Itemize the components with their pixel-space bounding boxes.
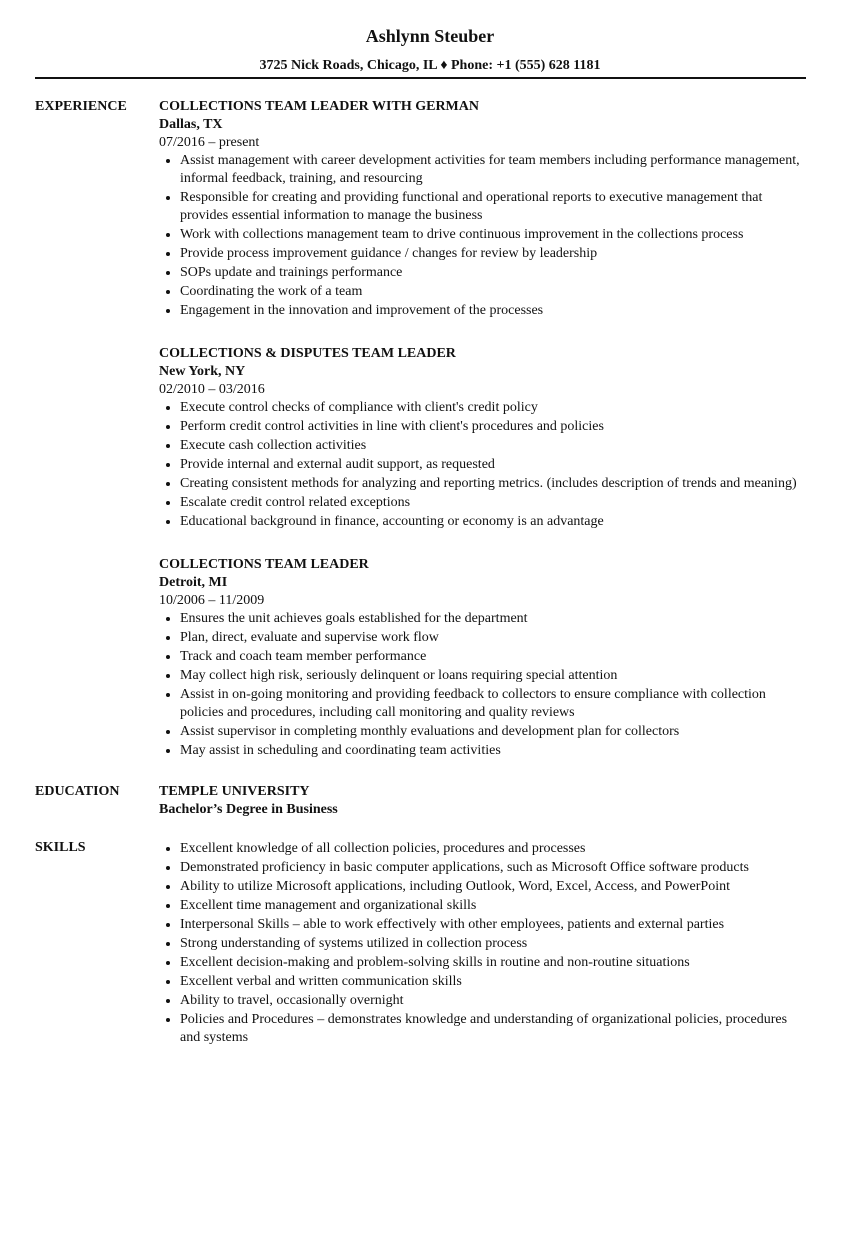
list-item: • Excellent time management and organizational skills — [180, 896, 810, 915]
skills-list — [159, 839, 810, 1047]
list-item: • Work with collections management team to drive continuous improvement in the collections process — [180, 225, 810, 244]
list-item: • Escalate credit control related exceptions — [180, 493, 810, 512]
list-item: • Track and coach team member performance — [180, 647, 810, 666]
candidate-name: Ashlynn Steuber — [365, 26, 495, 46]
list-item: • Excellent verbal and written communication skills — [180, 972, 810, 991]
job-location: Detroit, MI — [159, 575, 228, 590]
list-item: • Interpersonal Skills – able to work effectively with other employees, patients and external parties — [180, 915, 810, 934]
list-item: • May assist in scheduling and coordinating team activities — [180, 741, 810, 760]
job-entry — [159, 345, 860, 531]
header-divider — [35, 77, 806, 79]
job-title: COLLECTIONS & DISPUTES TEAM LEADER — [159, 346, 456, 361]
list-item: • Excellent decision-making and problem-solving skills in routine and non-routine situations — [180, 953, 810, 972]
job-dates: 02/2010 – 03/2016 — [159, 382, 265, 397]
job-dates: 07/2016 – present — [159, 135, 260, 150]
list-item: • Execute cash collection activities — [180, 436, 810, 455]
list-item: • Ensures the unit achieves goals established for the department — [180, 609, 810, 628]
degree: Bachelor’s Degree in Business — [159, 802, 338, 817]
job-location: New York, NY — [159, 364, 246, 379]
list-item: • Ability to travel, occasionally overnight — [180, 991, 810, 1010]
job-title: COLLECTIONS TEAM LEADER WITH GERMAN — [159, 99, 479, 114]
section-label-education: EDUCATION — [35, 784, 120, 799]
list-item: • Ability to utilize Microsoft applications, including Outlook, Word, Excel, Access, and PowerPoint — [180, 877, 810, 896]
list-item: • Engagement in the innovation and improvement of the processes — [180, 301, 810, 320]
list-item: • Creating consistent methods for analyzing and reporting metrics. (includes description of trends and meaning) — [180, 474, 810, 493]
list-item: • Assist in on-going monitoring and providing feedback to collectors to ensure compliance with collection policies and procedures, including call monitoring and quality reviews — [180, 685, 810, 722]
list-item: • Provide internal and external audit support, as requested — [180, 455, 810, 474]
skills-section — [0, 839, 860, 1047]
school-name: TEMPLE UNIVERSITY — [159, 784, 310, 799]
job-entry — [159, 98, 860, 320]
list-item: • SOPs update and trainings performance — [180, 263, 810, 282]
job-bullets — [159, 151, 810, 320]
list-item: • Perform credit control activities in line with client's procedures and policies — [180, 417, 810, 436]
list-item: • Strong understanding of systems utilized in collection process — [180, 934, 810, 953]
job-bullets — [159, 609, 810, 760]
list-item: • Assist management with career development activities for team members including performance management, informal feedback, training, and resourcing — [180, 151, 810, 188]
list-item: • Plan, direct, evaluate and supervise work flow — [180, 628, 810, 647]
list-item: • Educational background in finance, accounting or economy is an advantage — [180, 512, 810, 531]
job-bullets — [159, 398, 810, 531]
list-item: • Provide process improvement guidance / changes for review by leadership — [180, 244, 810, 263]
list-item: • Execute control checks of compliance with client's credit policy — [180, 398, 810, 417]
list-item: • Policies and Procedures – demonstrates knowledge and understanding of organizational policies, procedures and systems — [180, 1010, 810, 1047]
list-item: • Coordinating the work of a team — [180, 282, 810, 301]
list-item: • Demonstrated proficiency in basic computer applications, such as Microsoft Office software products — [180, 858, 810, 877]
list-item: • Excellent knowledge of all collection policies, procedures and processes — [180, 839, 810, 858]
job-title: COLLECTIONS TEAM LEADER — [159, 557, 369, 572]
list-item: • Responsible for creating and providing functional and operational reports to executive management that provides essential information to manage the business — [180, 188, 810, 225]
list-item: • Assist supervisor in completing monthly evaluations and development plan for collectors — [180, 722, 810, 741]
contact-line: 3725 Nick Roads, Chicago, IL ♦ Phone: +1 (555) 628 1181 — [259, 58, 601, 73]
job-entry — [159, 556, 860, 760]
job-location: Dallas, TX — [159, 117, 223, 132]
section-label-skills: SKILLS — [35, 840, 86, 855]
education-section — [0, 783, 860, 819]
experience-section — [0, 98, 860, 760]
job-dates: 10/2006 – 11/2009 — [159, 593, 265, 608]
section-label-experience: EXPERIENCE — [35, 99, 127, 114]
list-item: • May collect high risk, seriously delinquent or loans requiring special attention — [180, 666, 810, 685]
